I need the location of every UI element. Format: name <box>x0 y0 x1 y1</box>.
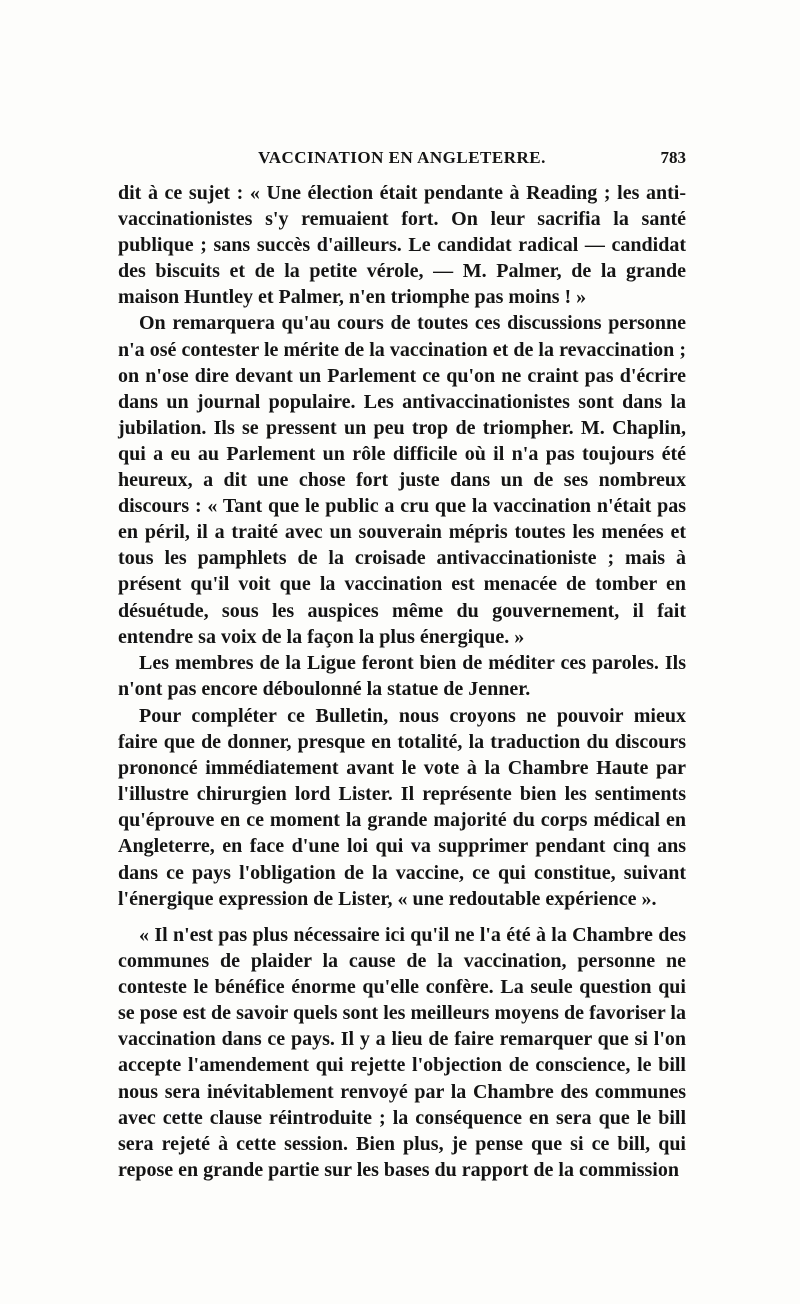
paragraph-discussion: On remarquera qu'au cours de toutes ces discussions personne n'a osé contester le mérite de la vaccination et de la revaccination ; on n'ose dire devant un Parlement ce qu'on ne craint pas d'écrire dans un journal populaire. Les antivaccinationistes sont dans la jubilation. Ils se pressent un peu trop de triompher. M. Chaplin, qui a eu au Parlement un rôle difficile où il n'a pas toujours été heureux, a dit une chose fort juste dans un de ses nombreux discours : « Tant que le public a cru que la vaccination n'était pas en péril, il a traité avec un souverain mépris toutes les menées et tous les pamphlets de la croisade antivaccinationiste ; mais à présent qu'il voit que la vaccination est menacée de tomber en désuétude, sous les auspices même du gouvernement, il fait entendre sa voix de la façon la plus énergique. » <box>118 312 686 648</box>
text-block-2 <box>118 703 686 912</box>
paragraph-bulletin-intro: Pour compléter ce Bulletin, nous croyons ne pouvoir mieux faire que de donner, presque en totalité, la traduction du discours prononcé immédiatement avant le vote à la Chambre Haute par l'illustre chirurgien lord Lister. Il représente bien les sentiments qu'éprouve en ce moment la grande majorité du corps médical en Angleterre, en face d'une loi qui va supprimer pendant cinq ans dans ce pays l'obligation de la vaccine, ce qui constitue, suivant l'énergique expression de Lister, « une redoutable expérience ». <box>118 705 686 910</box>
paragraph-ligue: Les membres de la Ligue feront bien de méditer ces paroles. Ils n'ont pas encore déboulonné la statue de Jenner. <box>118 651 686 700</box>
page-number: 783 <box>660 148 686 167</box>
text-block-1 <box>118 180 686 702</box>
paragraph-continued-quote: dit à ce sujet : « Une élection était pendante à Reading ; les anti-vaccinationistes s'y remuaient fort. On leur sacrifia la santé publique ; sans succès d'ailleurs. Le candidat radical — candidat des biscuits et de la petite vérole, — M. Palmer, de la grande maison Huntley et Palmer, n'en triomphe pas moins ! » <box>118 182 686 309</box>
text-block-3 <box>118 922 686 1183</box>
page-header <box>118 148 686 178</box>
running-title: VACCINATION EN ANGLETERRE. <box>258 148 546 167</box>
paragraph-lister-speech: « Il n'est pas plus nécessaire ici qu'il ne l'a été à la Chambre des communes de plaider la cause de la vaccination, personne ne conteste le bénéfice énorme qu'elle confère. La seule question qui se pose est de savoir quels sont les meilleurs moyens de favoriser la vaccination dans ce pays. Il y a lieu de faire remarquer que si l'on accepte l'amendement qui rejette l'objection de conscience, le bill nous sera inévitablement renvoyé par la Chambre des communes avec cette clause réintroduite ; la conséquence en sera que le bill sera rejeté à cette session. Bien plus, je pense que si ce bill, qui repose en grande partie sur les bases du rapport de la commission <box>118 924 686 1181</box>
